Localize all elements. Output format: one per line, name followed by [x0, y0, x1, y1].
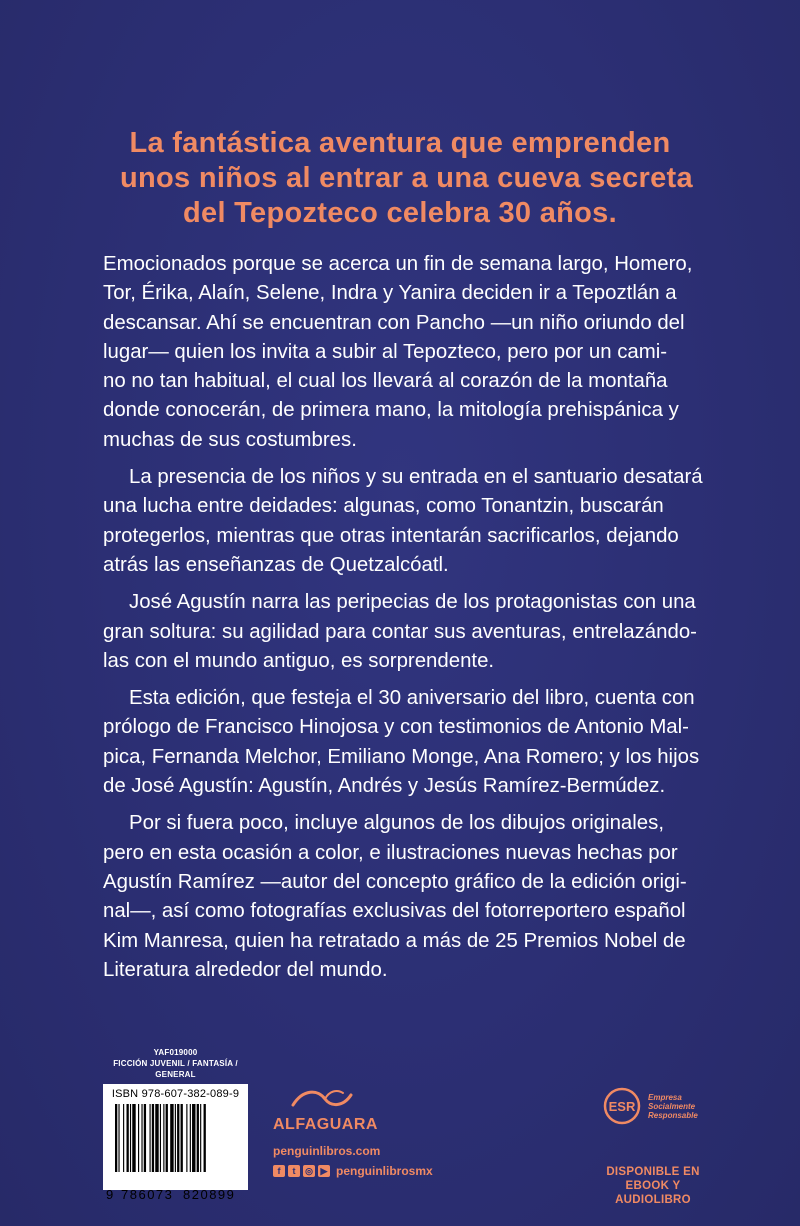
synopsis-paragraph-2 [103, 463, 703, 580]
barcode-bar [118, 1104, 119, 1172]
barcode-bar [144, 1104, 146, 1172]
text-line: Esta edición, que festeja el 30 aniversario del libro, cuenta con [129, 687, 695, 710]
barcode-bar [204, 1104, 206, 1172]
barcode-bar [115, 1104, 117, 1172]
availability-line: EBOOK Y AUDIOLIBRO [615, 1180, 691, 1206]
esr-caption [648, 1093, 698, 1120]
synopsis-paragraph-5 [103, 809, 700, 985]
text-line: La presencia de los niños y su entrada en el santuario desatará [129, 466, 703, 489]
esr-badge [602, 1086, 712, 1126]
text-line: nal—, así como fotografías exclusivas del fotorreportero español [103, 900, 686, 923]
text-line: lugar— quien los invita a subir al Tepozteco, pero por un cami- [103, 340, 668, 363]
barcode-bar [152, 1104, 154, 1172]
text-line: Agustín Ramírez —autor del concepto gráfico de la edición origi- [103, 870, 687, 893]
barcode-digit-first: 9 [106, 1187, 114, 1202]
barcode-bar [170, 1104, 173, 1172]
text-line: Literatura alrededor del mundo. [103, 958, 388, 981]
headline-line: del Tepozteco celebra 30 años. [183, 197, 617, 229]
text-line: pero en esta ocasión a color, e ilustraciones nuevas hechas por [103, 841, 678, 864]
text-line: Tor, Érika, Alaín, Selene, Indra y Yanira deciden ir a Tepoztlán a [103, 282, 677, 305]
classification-code: YAF019000 [153, 1048, 198, 1057]
text-line: José Agustín narra las peripecias de los protagonistas con una [129, 591, 696, 614]
barcode-bar [160, 1104, 161, 1172]
text-line: Kim Manresa, quien ha retratado a más de 25 Premios Nobel de [103, 929, 686, 952]
availability-note [588, 1165, 718, 1207]
instagram-icon[interactable]: ◎ [303, 1165, 315, 1177]
barcode-bar [123, 1104, 124, 1172]
barcode-block [103, 1047, 248, 1202]
social-handle[interactable]: penguinlibrosmx [336, 1164, 433, 1178]
text-line: de José Agustín: Agustín, Andrés y Jesús Ramírez-Bermúdez. [103, 775, 666, 798]
synopsis-paragraph-4 [103, 684, 700, 801]
social-links [273, 1164, 443, 1178]
barcode-bar [181, 1104, 183, 1172]
youtube-icon[interactable]: ▶ [318, 1165, 330, 1177]
text-line: atrás las enseñanzas de Quetzalcóatl. [103, 553, 449, 576]
barcode-bar [175, 1104, 176, 1172]
twitter-icon[interactable]: t [288, 1165, 300, 1177]
publisher-name: ALFAGUARA [273, 1116, 378, 1133]
text-line: Emocionados porque se acerca un fin de semana largo, Homero, [103, 253, 693, 275]
text-line: no no tan habitual, el cual los llevará al corazón de la montaña [103, 370, 668, 393]
esr-logo-icon [602, 1086, 642, 1126]
barcode-bar [186, 1104, 187, 1172]
barcode-bar [166, 1104, 168, 1172]
text-line: muchas de sus costumbres. [103, 428, 357, 451]
headline [120, 126, 693, 231]
text-line: pica, Fernanda Melchor, Emiliano Monge, Ana Romero; y los hijos [103, 745, 700, 768]
barcode-bar [150, 1104, 151, 1172]
alfaguara-mermaid-icon [273, 1085, 363, 1111]
barcode-digits-left: 786073 [121, 1187, 174, 1202]
esr-line: Socialmente [648, 1101, 696, 1111]
barcode-digits-right: 820899 [183, 1187, 236, 1202]
esr-line: Responsable [648, 1110, 698, 1120]
synopsis-paragraph-3 [103, 588, 700, 676]
classification-category: FICCIÓN JUVENIL / FANTASÍA / GENERAL [113, 1059, 238, 1079]
barcode-bar [197, 1104, 199, 1172]
publisher-website[interactable]: penguinlibros.com [273, 1144, 381, 1158]
barcode-bar [127, 1104, 129, 1172]
text-line: gran soltura: su agilidad para contar sus aventuras, entrelazándo- [103, 620, 697, 643]
barcode-bar [163, 1104, 164, 1172]
barcode-bar [177, 1104, 179, 1172]
isbn-barcode [103, 1084, 248, 1202]
text-line: protegerlos, mientras que otras intentarán sacrificarlos, dejando [103, 524, 679, 547]
synopsis-paragraph-1 [103, 250, 700, 455]
text-line: las con el mundo antiguo, es sorprendente. [103, 649, 495, 672]
esr-line: Empresa [648, 1092, 682, 1102]
text-line: descansar. Ahí se encuentran con Pancho —un niño oriundo del [103, 311, 685, 334]
barcode-bar [200, 1104, 201, 1172]
text-line: Por si fuera poco, incluye algunos de los dibujos originales, [129, 812, 665, 835]
barcode-bar [190, 1104, 191, 1172]
availability-line: DISPONIBLE EN [606, 1166, 700, 1178]
barcode-bar [138, 1104, 139, 1172]
headline-line: La fantástica aventura que emprenden [129, 127, 671, 159]
publisher-block [273, 1085, 443, 1178]
facebook-icon[interactable]: f [273, 1165, 285, 1177]
text-line: una lucha entre deidades: algunas, como Tonantzin, buscarán [103, 495, 664, 518]
esr-logo-text: ESR [608, 1099, 636, 1114]
barcode-bar [155, 1104, 158, 1172]
barcode-bar [192, 1104, 195, 1172]
synopsis [103, 250, 703, 993]
text-line: prólogo de Francisco Hinojosa y con testimonios de Antonio Mal- [103, 716, 689, 739]
isbn-label: ISBN 978-607-382-089-9 [111, 1088, 240, 1100]
barcode-bar [132, 1104, 135, 1172]
barcode-bar [141, 1104, 142, 1172]
headline-line: unos niños al entrar a una cueva secreta [120, 162, 693, 194]
text-line: donde conocerán, de primera mano, la mitología prehispánica y [103, 399, 679, 422]
barcode-icon [115, 1104, 241, 1172]
barcode-bar [130, 1104, 131, 1172]
